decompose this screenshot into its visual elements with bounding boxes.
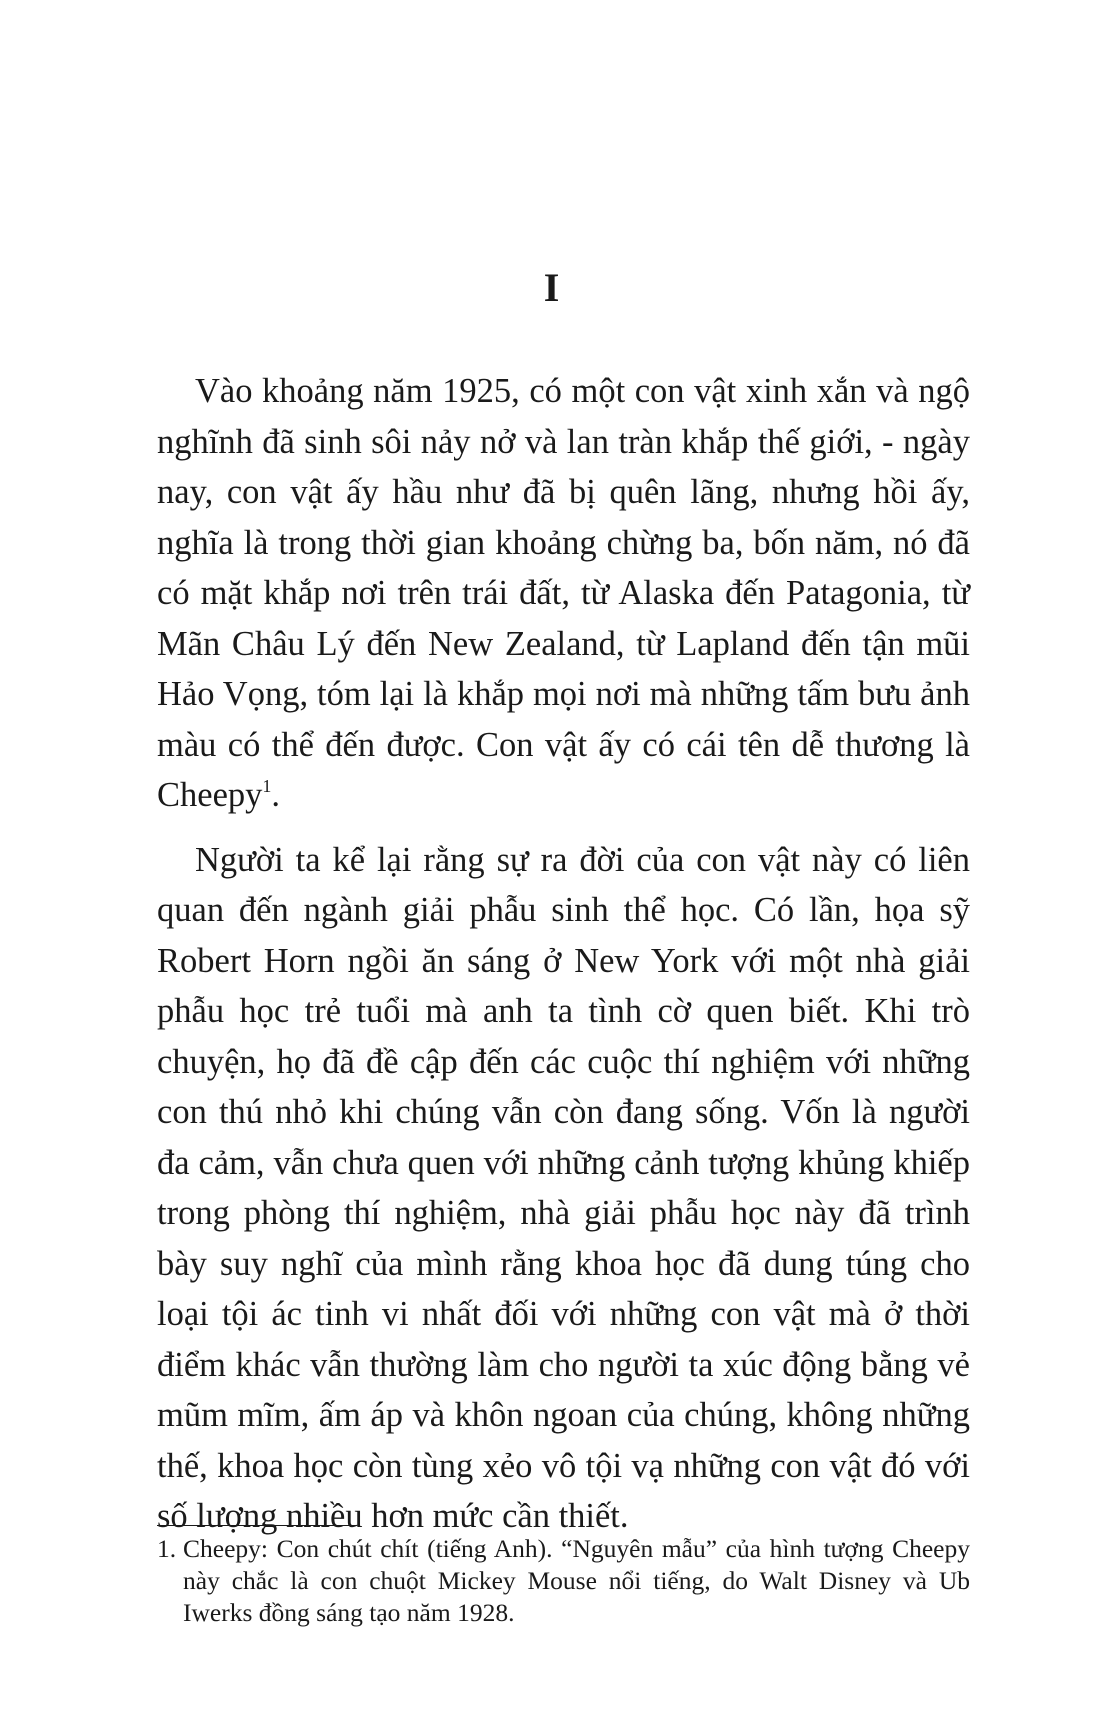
footnote-divider	[157, 1525, 357, 1526]
body-text	[157, 366, 970, 1556]
footnote-text: Cheepy: Con chút chít (tiếng Anh). “Nguyên mẫu” của hình tượng Cheepy này chắc là con chuột Mickey Mouse nổi tiếng, do Walt Disney và Ub Iwerks đồng sáng tạo năm 1928.	[183, 1534, 970, 1627]
chapter-heading: I	[543, 265, 560, 310]
footnote-number: 1.	[157, 1534, 177, 1563]
paragraph-text: Vào khoảng năm 1925, có một con vật xinh xắn và ngộ nghĩnh đã sinh sôi nảy nở và lan tràn khắp thế giới, - ngày nay, con vật ấy hầu như đã bị quên lãng, nhưng hồi ấy, nghĩa là trong thời gian khoảng chừng ba, bốn năm, nó đã có mặt khắp nơi trên trái đất, từ Alaska đến Patagonia, từ Mãn Châu Lý đến New Zealand, từ Lapland đến tận mũi Hảo Vọng, tóm lại là khắp mọi nơi mà những tấm bưu ảnh màu có thể đến được. Con vật ấy có cái tên dễ thương là Cheepy	[157, 372, 970, 814]
footnote-reference: 1	[262, 776, 272, 796]
paragraph	[157, 366, 970, 821]
paragraph	[157, 835, 970, 1542]
paragraph-text: Người ta kể lại rằng sự ra đời của con vật này có liên quan đến ngành giải phẫu sinh thể học. Có lần, họa sỹ Robert Horn ngồi ăn sáng ở New York với một nhà giải phẫu học trẻ tuổi mà anh ta tình cờ quen biết. Khi trò chuyện, họ đã đề cập đến các cuộc thí nghiệm với những con thú nhỏ khi chúng vẫn còn đang sống. Vốn là người đa cảm, vẫn chưa quen với những cảnh tượng khủng khiếp trong phòng thí nghiệm, nhà giải phẫu học này đã trình bày suy nghĩ của mình rằng khoa học đã dung túng cho loại tội ác tinh vi nhất đối với những con vật mà ở thời điểm khác vẫn thường làm cho người ta xúc động bằng vẻ mũm mĩm, ấm áp và khôn ngoan của chúng, không những thế, khoa học còn tùng xẻo vô tội vạ những con vật đó với số lượng nhiều hơn mức cần thiết.	[157, 840, 970, 1535]
paragraph-end-punctuation: .	[271, 776, 281, 814]
footnote	[157, 1533, 970, 1629]
